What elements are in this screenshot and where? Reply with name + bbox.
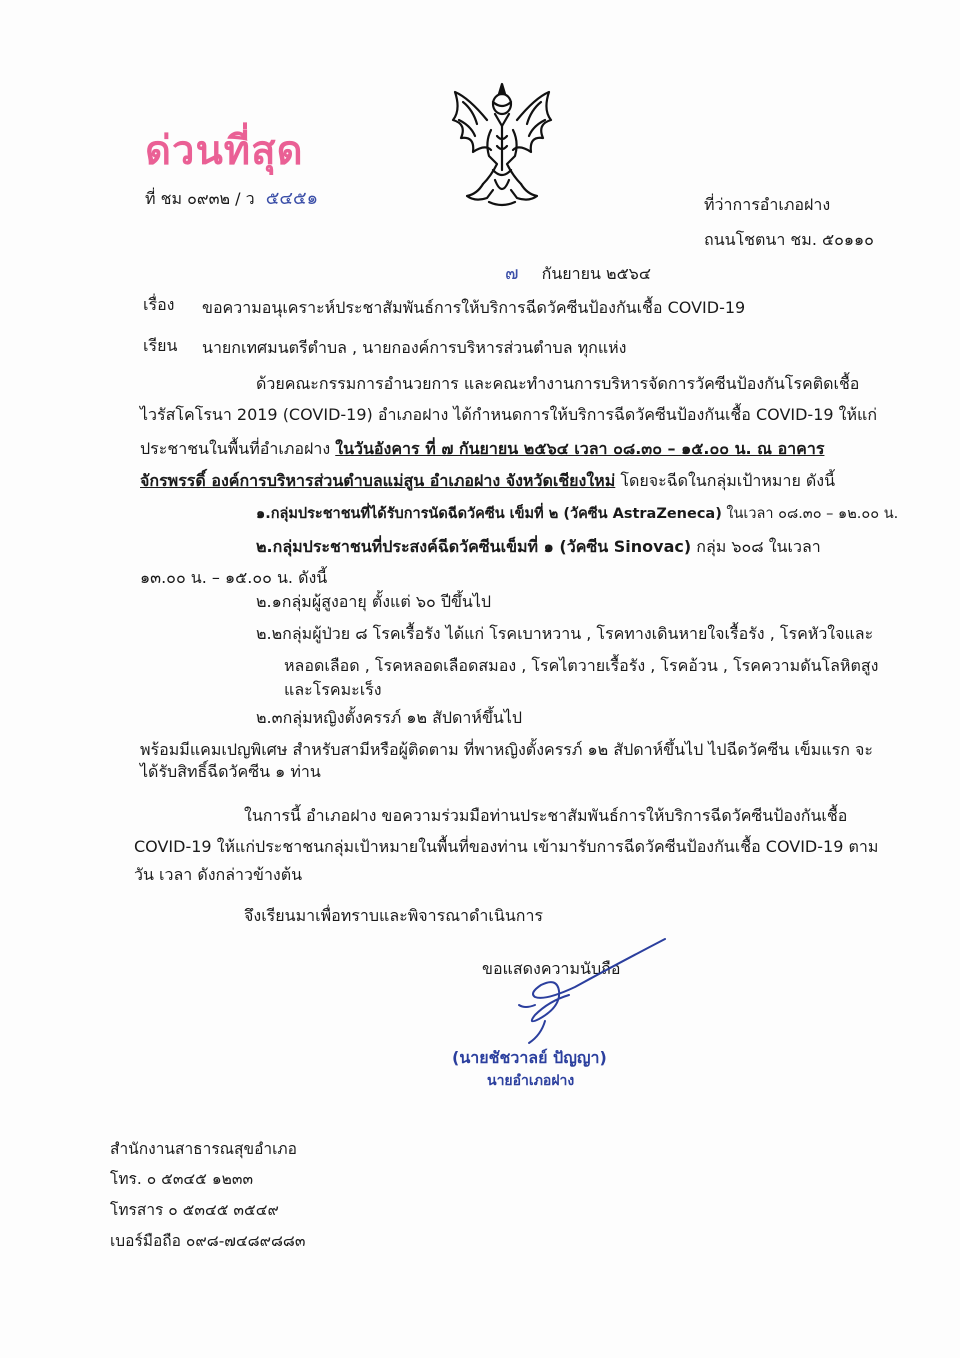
handwritten-signature-icon — [505, 935, 675, 1055]
closing-sentence: จึงเรียนมาเพื่อทราบและพิจารณาดำเนินการ — [244, 906, 544, 925]
regards-text: ขอแสดงความนับถือ — [482, 959, 621, 978]
footer-fax: โทรสาร ๐ ๕๓๔๕ ๓๕๔๙ — [110, 1201, 279, 1219]
group-2-2-line-3: และโรคมะเร็ง — [284, 680, 382, 699]
document-number — [145, 183, 318, 212]
paragraph-2-line-1: ในการนี้ อำเภอฝาง ขอความร่วมมือท่านประชาสัมพันธ์การให้บริการฉีดวัคซีนป้องกันเชื้อ — [244, 806, 848, 825]
paragraph-1-line-3 — [140, 437, 824, 461]
date-day-handwritten: ๗ — [505, 263, 519, 284]
signer-title: นายอำเภอฝาง — [487, 1073, 575, 1089]
footer-mobile: เบอร์มือถือ ๐๙๘-๗๔๘๙๘๘๓ — [110, 1232, 306, 1250]
document-date — [505, 258, 651, 287]
office-address: ถนนโชตนา ชม. ๕๐๑๑๐ — [704, 230, 874, 249]
group-2-title: ๒.กลุ่มประชาชนที่ประสงค์ฉีดวัคซีนเข็มที่ ๑ (วัคซีน Sinovac) — [256, 537, 692, 556]
group-1-line — [256, 502, 898, 526]
group-2-1: ๒.๑กลุ่มผู้สูงอายุ ตั้งแต่ ๖๐ ปีขึ้นไป — [256, 592, 492, 611]
paragraph-1-line-4-text: โดยจะฉีดในกลุ่มเป้าหมาย ดังนี้ — [615, 471, 836, 490]
paragraph-1-line-2: ไวรัสโคโรนา 2019 (COVID-19) อำเภอฝาง ได้กำหนดการให้บริการฉีดวัคซีนป้องกันเชื้อ COVID-19 ให้แก่ — [140, 405, 878, 424]
group-1-time: ในเวลา ๐๘.๓๐ – ๑๒.๐๐ น. — [721, 506, 899, 522]
date-text: กันยายน ๒๕๖๔ — [541, 264, 651, 283]
event-date-time-highlight: ในวันอังคาร ที่ ๗ กันยายน ๒๕๖๔ เวลา ๐๘.๓๐ – ๑๕.๐๐ น. ณ อาคาร — [335, 439, 825, 458]
group-2-line-1 — [256, 535, 821, 559]
document-number-prefix: ที่ ชม ๐๙๓๒ / ว — [145, 189, 255, 208]
paragraph-2-line-3: วัน เวลา ดังกล่าวข้างต้น — [134, 865, 303, 884]
urgent-stamp: ด่วนที่สุด — [145, 127, 304, 174]
group-2-text: กลุ่ม ๖๐๘ ในเวลา — [691, 537, 821, 556]
recipient-label: เรียน — [143, 336, 178, 355]
group-2-line-2: ๑๓.๐๐ น. – ๑๕.๐๐ น. ดังนี้ — [140, 568, 328, 587]
recipient-text: นายกเทศมนตรีตำบล , นายกองค์การบริหารส่วนตำบล ทุกแห่ง — [202, 338, 627, 357]
group-1-title: ๑.กลุ่มประชาชนที่ได้รับการนัดฉีดวัคซีน เข็มที่ ๒ (วัคซีน AstraZeneca) — [256, 506, 722, 522]
campaign-line-2: ได้รับสิทธิ์ฉีดวัคซีน ๑ ท่าน — [140, 762, 321, 781]
subject-text: ขอความอนุเคราะห์ประชาสัมพันธ์การให้บริการฉีดวัคซีนป้องกันเชื้อ COVID-19 — [202, 298, 746, 317]
paragraph-2-line-2: COVID-19 ให้แก่ประชาชนกลุ่มเป้าหมายในพื้นที่ของท่าน เข้ามารับการฉีดวัคซีนป้องกันเชื้อ COVID-19 ตาม — [134, 837, 879, 856]
office-name: ที่ว่าการอำเภอฝาง — [704, 195, 831, 214]
group-2-2-line-2: หลอดเลือด , โรคหลอดเลือดสมอง , โรคไตวายเรื้อรัง , โรคอ้วน , โรคความดันโลหิตสูง — [284, 656, 879, 675]
footer-phone: โทร. ๐ ๕๓๔๕ ๑๒๓๓ — [110, 1170, 254, 1188]
group-2-3: ๒.๓กลุ่มหญิงตั้งครรภ์ ๑๒ สัปดาห์ขึ้นไป — [256, 708, 523, 727]
signer-name: (นายชัชวาลย์ ปัญญา) — [452, 1048, 607, 1067]
document-number-handwritten: ๕๔๕๑ — [265, 188, 319, 209]
paragraph-1-line-4 — [140, 469, 835, 493]
paragraph-1-line-3-text: ประชาชนในพื้นที่อำเภอฝาง — [140, 439, 336, 458]
event-venue-highlight: จักรพรรดิ์ องค์การบริหารส่วนตำบลแม่สูน อำเภอฝาง จังหวัดเชียงใหม่ — [140, 471, 616, 490]
subject-label: เรื่อง — [143, 295, 175, 314]
group-2-2-line-1: ๒.๒กลุ่มผู้ป่วย ๘ โรคเรื้อรัง ได้แก่ โรคเบาหวาน , โรคทางเดินหายใจเรื้อรัง , โรคหัวใจและ — [256, 624, 874, 643]
footer-office: สำนักงานสาธารณสุขอำเภอ — [110, 1140, 297, 1158]
garuda-emblem-icon — [447, 80, 557, 210]
paragraph-1-line-1: ด้วยคณะกรรมการอำนวยการ และคณะทำงานการบริหารจัดการวัคซีนป้องกันโรคติดเชื้อ — [256, 374, 860, 393]
campaign-line-1: พร้อมมีแคมเปญพิเศษ สำหรับสามีหรือผู้ติดตาม ที่พาหญิงตั้งครรภ์ ๑๒ สัปดาห์ขึ้นไป ไปฉีดวัคซีน เข็มแรก จะ — [140, 740, 873, 759]
